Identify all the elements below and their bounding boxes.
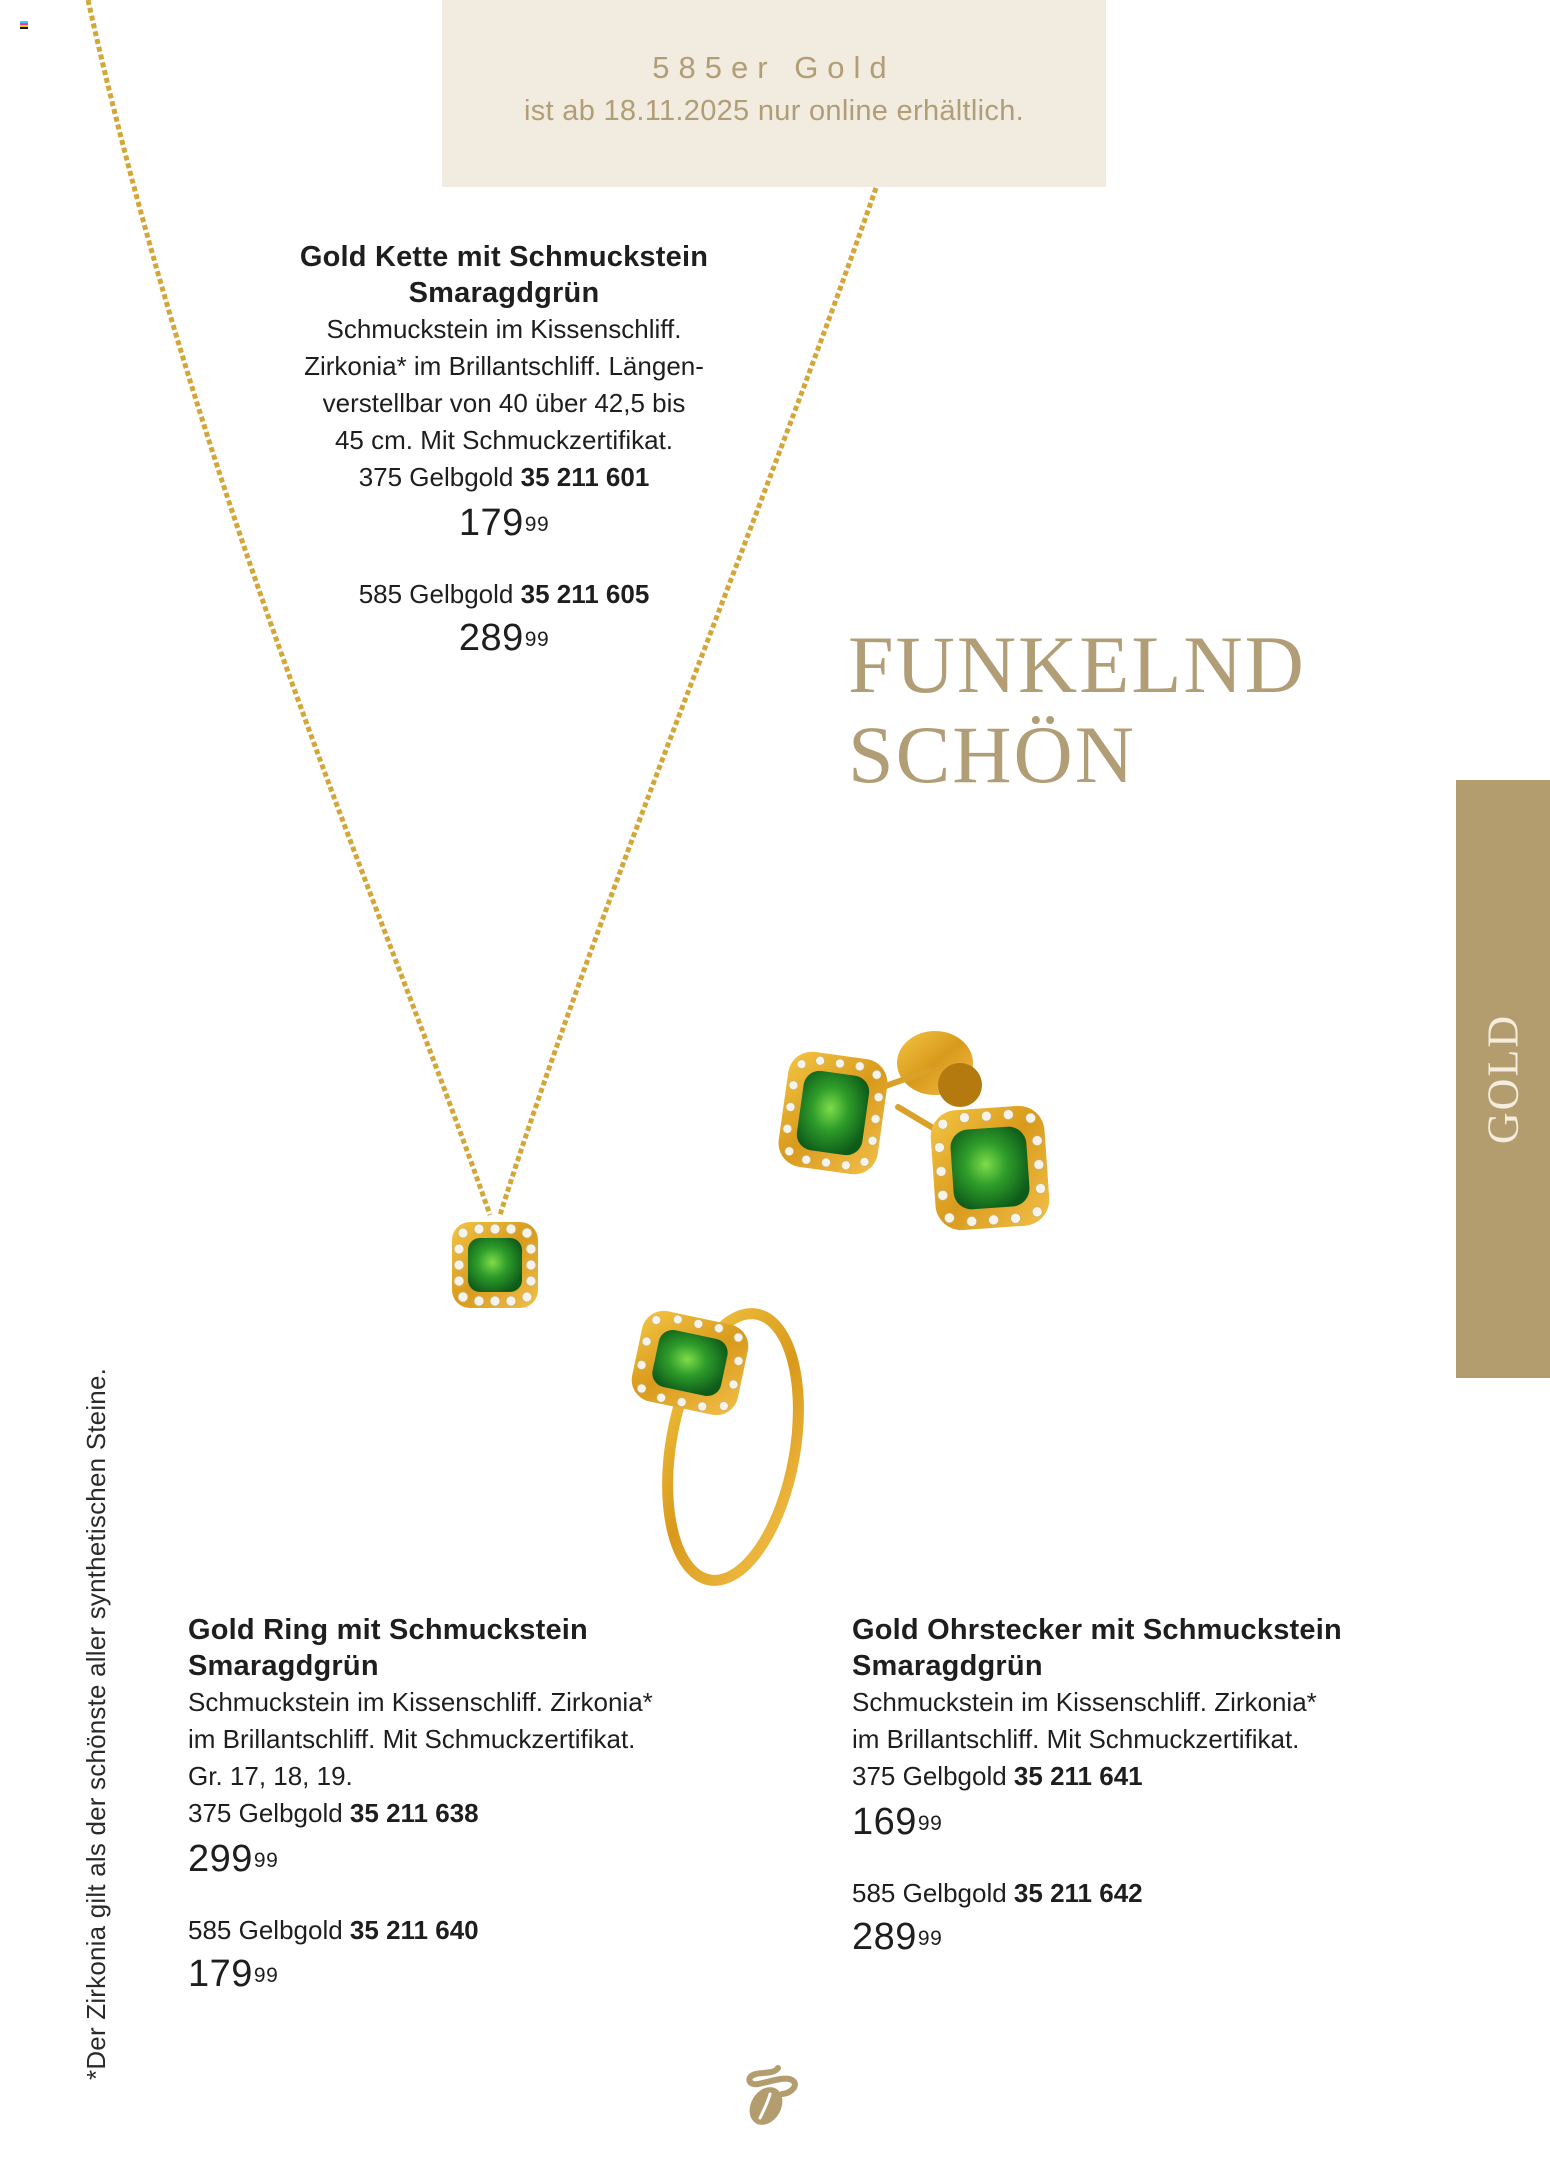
headline: FUNKELND SCHÖN [848, 619, 1306, 800]
variant-sku: 585 Gelbgold 35 211 640 [188, 1915, 479, 1945]
notice-title: 585er Gold [652, 50, 896, 85]
product-ring [188, 1612, 748, 1997]
price: $289^{99}$ [458, 617, 550, 659]
price: $169^{99}$ [852, 1801, 943, 1843]
product-title: Gold Kette mit Schmuckstein Smaragdgrün [299, 241, 709, 309]
price: $289^{99}$ [852, 1916, 943, 1958]
price: $179^{99}$ [458, 502, 550, 544]
category-side-tab [1456, 780, 1550, 1378]
variant-sku: 585 Gelbgold 35 211 642 [852, 1878, 1143, 1908]
variant-sku: 375 Gelbgold 35 211 641 [852, 1761, 1143, 1791]
footnote: *Der Zirkonia gilt als der schönste aller synthetischen Steine. [81, 1367, 111, 2080]
price: $299^{99}$ [188, 1838, 279, 1880]
sku-number: 35 211 638 [349, 1798, 479, 1828]
online-availability-notice [442, 0, 1106, 187]
sku-number: 35 211 642 [1013, 1878, 1143, 1908]
print-color-marks [20, 21, 28, 29]
product-necklace [250, 239, 758, 661]
product-title: Gold Ring mit Schmuckstein Smaragdgrün [188, 1614, 588, 1682]
sku-number: 35 211 605 [520, 579, 650, 609]
sku-number: 35 211 641 [1013, 1761, 1143, 1791]
product-earrings [852, 1612, 1412, 1960]
sku-number: 35 211 601 [520, 462, 650, 492]
sku-number: 35 211 640 [349, 1915, 479, 1945]
category-label: GOLD [1478, 1013, 1528, 1145]
earrings-image [775, 1031, 1051, 1232]
ring-image [628, 1303, 818, 1590]
notice-text: ist ab 18.11.2025 nur online erhältlich. [524, 95, 1024, 127]
product-description: Schmuckstein im Kissenschliff. Zirkonia* im Brillantschliff. Längen- verstellbar von 40 über 42,5 bis 45 cm. Mit Schmuckzertifikat. [304, 314, 704, 455]
variant-sku: 585 Gelbgold 35 211 605 [358, 579, 650, 609]
variant-sku: 375 Gelbgold 35 211 638 [188, 1798, 479, 1828]
product-description: Schmuckstein im Kissenschliff. Zirkonia* im Brillantschliff. Mit Schmuckzertifikat. Gr. 17, 18, 19. [188, 1687, 653, 1791]
brand-logo-icon [740, 2060, 820, 2130]
product-title: Gold Ohrstecker mit Schmuckstein Smaragdgrün [852, 1614, 1342, 1682]
price: $179^{99}$ [188, 1953, 279, 1995]
product-description: Schmuckstein im Kissenschliff. Zirkonia* im Brillantschliff. Mit Schmuckzertifikat. [852, 1687, 1317, 1754]
variant-sku: 375 Gelbgold 35 211 601 [358, 462, 650, 492]
